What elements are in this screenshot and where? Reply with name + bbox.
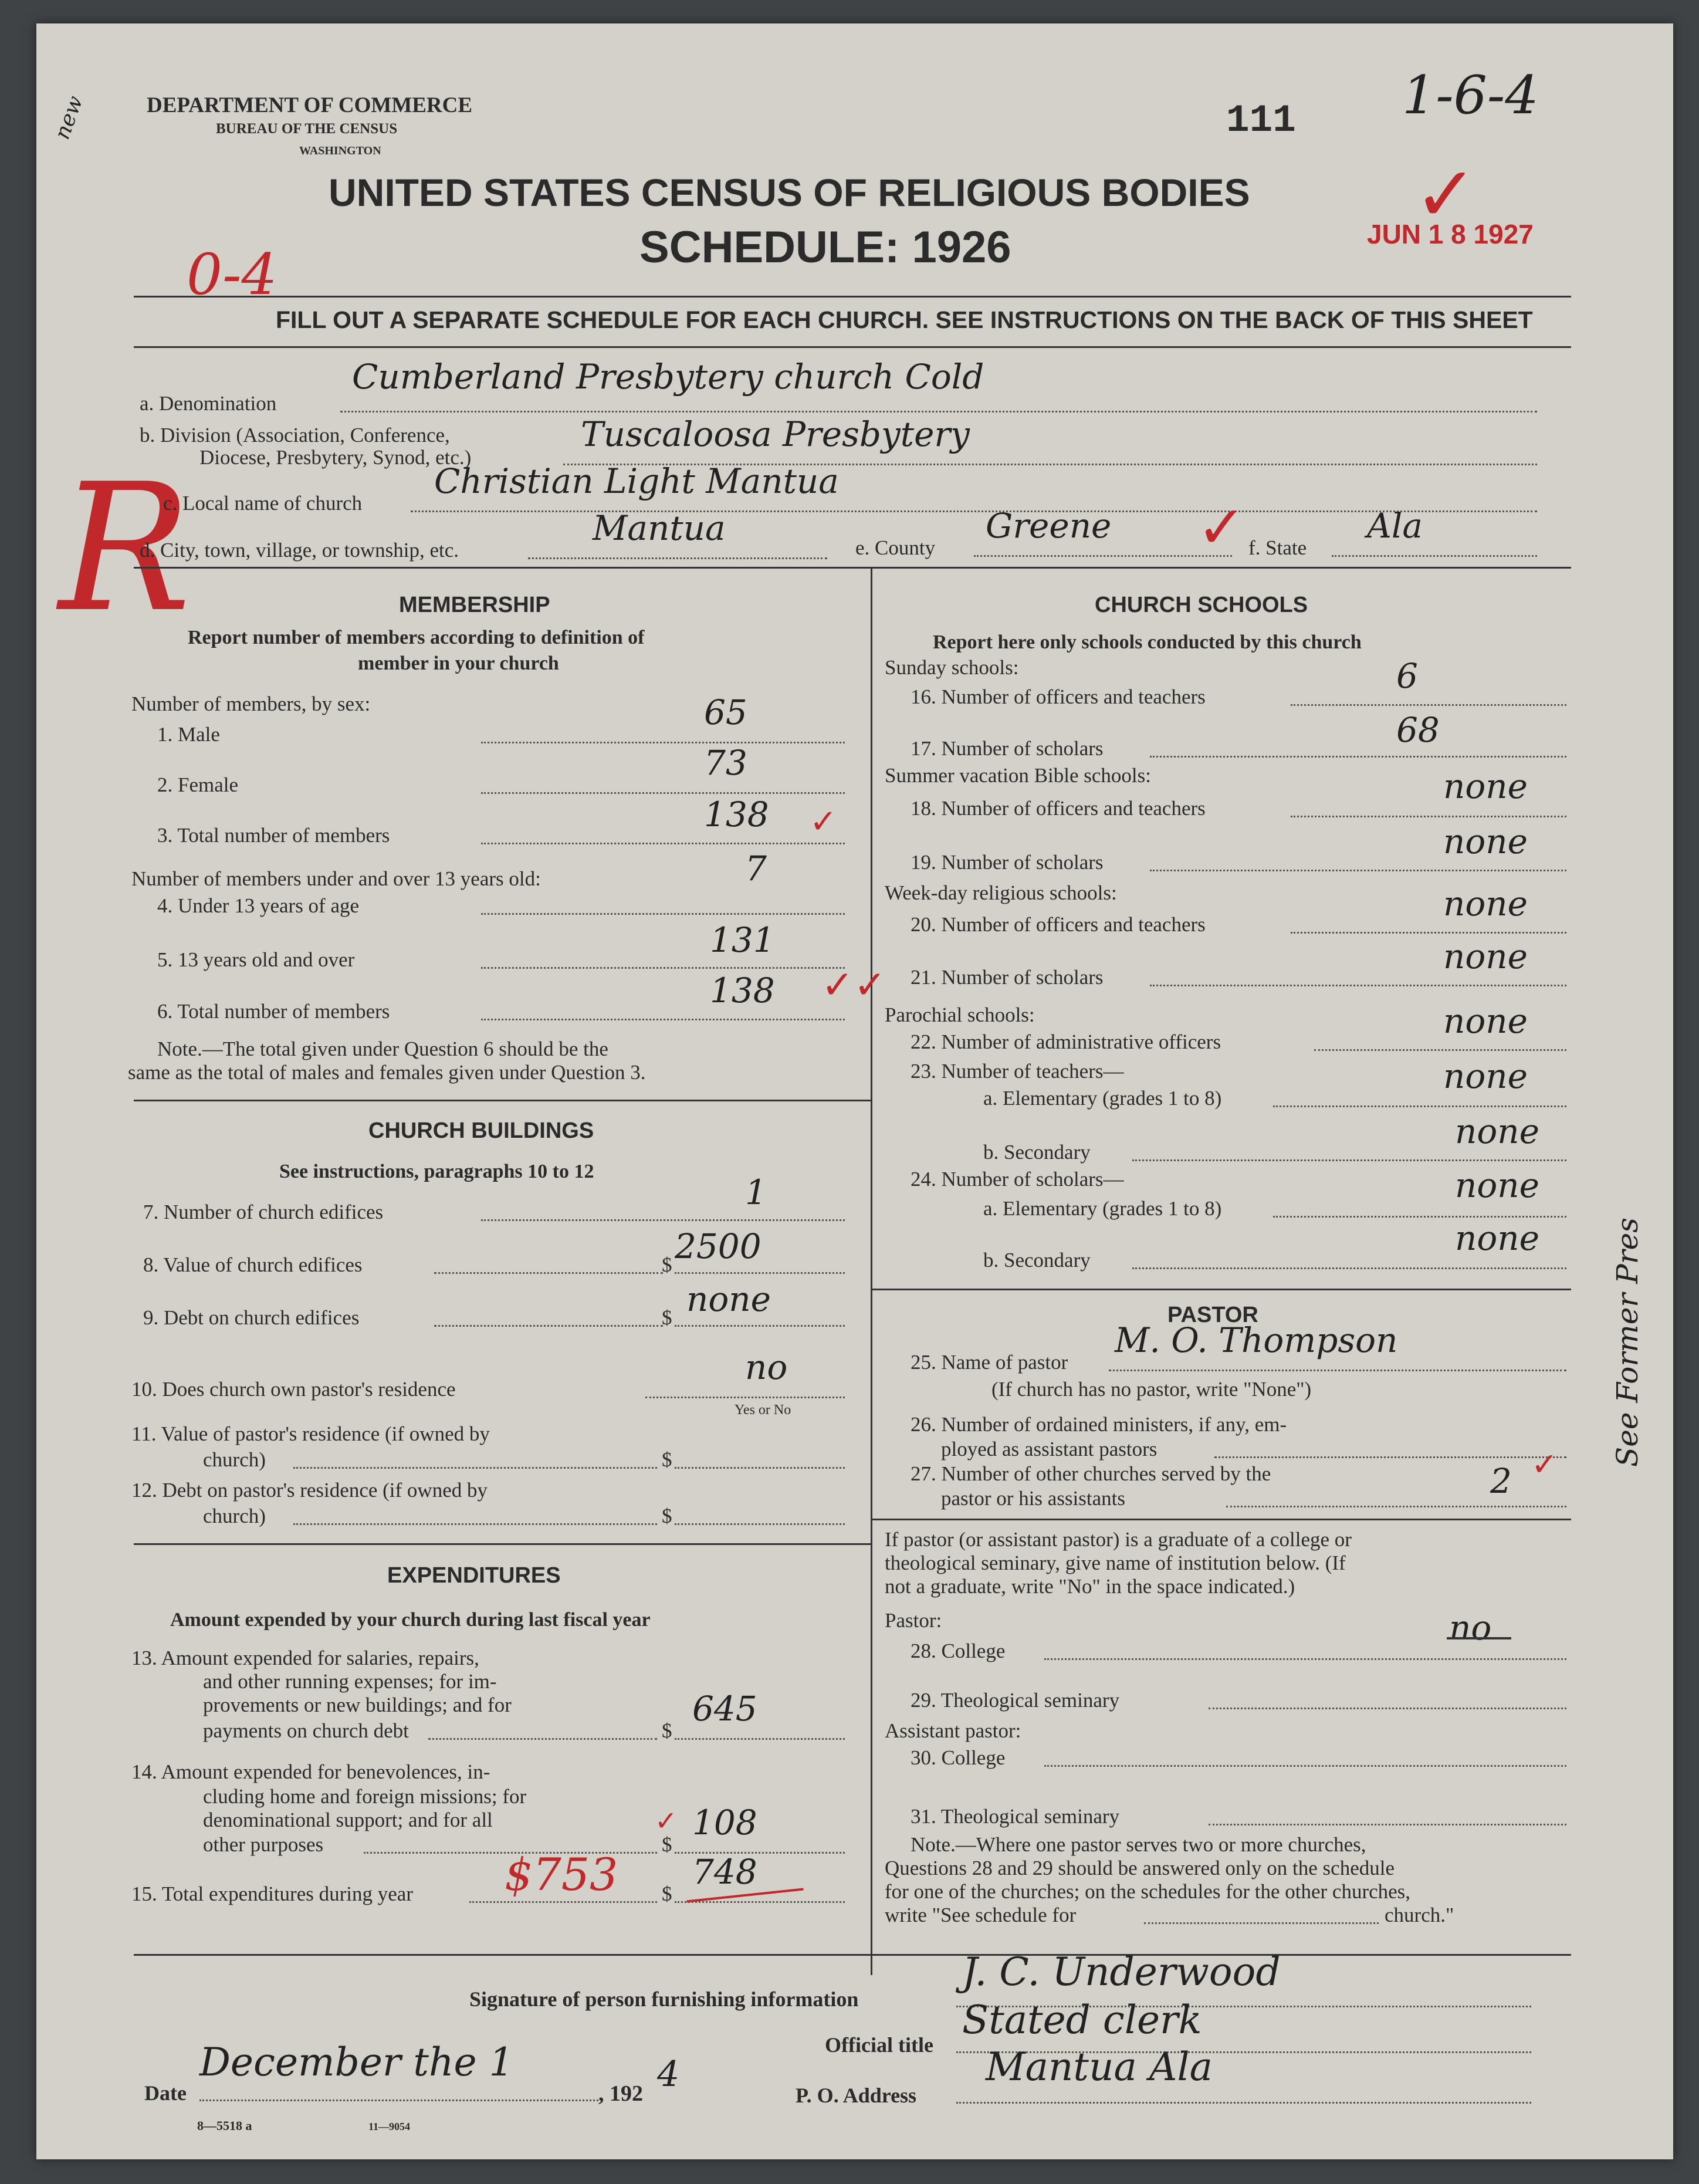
summer-schools-label: Summer vacation Bible schools: (885, 764, 1151, 787)
debt-dollar: $ (662, 1306, 672, 1329)
running-expenses-line (675, 1738, 845, 1740)
red-code: 0-4 (187, 242, 277, 307)
over-13-line (481, 967, 845, 969)
instruction-banner: FILL OUT A SEPARATE SCHEDULE FOR EACH CHURCH. SEE INSTRUCTIONS ON THE BACK OF THIS SHEET (276, 306, 1533, 333)
assistant-seminary-label: 31. Theological seminary (911, 1805, 1120, 1828)
membership-note-2: same as the total of males and females given under Question 3. (128, 1061, 646, 1084)
pastor-note-1: Note.—Where one pastor serves two or more churches, (911, 1833, 1366, 1856)
admin-officers-label: 22. Number of administrative officers (911, 1030, 1221, 1053)
admin-officers-value[interactable]: none (1443, 1001, 1528, 1041)
other-churches-line (1226, 1506, 1566, 1507)
membership-heading: MEMBERSHIP (399, 593, 550, 617)
benevolences-value[interactable]: 108 (692, 1803, 757, 1842)
edifices-debt-dots (434, 1325, 663, 1327)
local-name-value[interactable]: Christian Light Mantua (434, 461, 839, 501)
instruction-rule (134, 346, 1571, 348)
bureau-label: BUREAU OF THE CENSUS (216, 121, 398, 137)
other-churches-checkmark-icon: ✓ (1531, 1446, 1558, 1483)
official-title-value[interactable]: Stated clerk (962, 1997, 1202, 2043)
edifices-value-label: 8. Value of church edifices (143, 1253, 363, 1276)
benevolences-label-2: cluding home and foreign missions; for (203, 1785, 527, 1808)
summer-officers-line (1291, 816, 1566, 817)
owns-residence-value[interactable]: no (745, 1347, 788, 1387)
residence-value-dots (293, 1467, 657, 1469)
sunday-officers-label: 16. Number of officers and teachers (911, 685, 1206, 708)
under-13-line (481, 913, 845, 915)
admin-officers-line (1314, 1049, 1566, 1051)
total-members-2-label: 6. Total number of members (157, 1000, 390, 1023)
weekday-scholars-line (1150, 985, 1566, 986)
scholars-secondary-label: b. Secondary (983, 1249, 1091, 1272)
edifices-count-line (481, 1219, 845, 1221)
scholars-elementary-line (1273, 1216, 1566, 1218)
pastor-heading: PASTOR (1167, 1303, 1258, 1327)
signature-value[interactable]: J. C. Underwood (962, 1949, 1281, 1994)
edifices-debt-line (675, 1325, 845, 1327)
residence-debt-dollar: $ (662, 1505, 672, 1527)
sunday-scholars-label: 17. Number of scholars (911, 737, 1104, 760)
division-value[interactable]: Tuscaloosa Presbytery (581, 414, 970, 454)
state-line (1332, 555, 1537, 557)
pastor-subhead: Pastor: (885, 1609, 942, 1632)
residence-value-label-2: church) (203, 1448, 266, 1471)
print-number: 11—9054 (368, 2121, 411, 2132)
benevolences-label-3: denominational support; and for all (203, 1808, 493, 1831)
reference-code: 1-6-4 (1402, 65, 1539, 126)
received-date-stamp: JUN 1 8 1927 (1367, 219, 1534, 249)
edifices-value[interactable]: 2500 (675, 1226, 761, 1266)
total-expenditures-label: 15. Total expenditures during year (131, 1882, 413, 1905)
teachers-secondary-label: b. Secondary (983, 1141, 1091, 1164)
scholars-secondary-value[interactable]: none (1455, 1218, 1539, 1258)
scholars-label: 24. Number of scholars— (911, 1168, 1124, 1191)
male-line (481, 742, 845, 743)
body-bottom-rule (134, 1954, 1571, 1956)
pastor-name-label: 25. Name of pastor (911, 1351, 1068, 1374)
total-expenditures-value[interactable]: 748 (692, 1852, 757, 1892)
residence-value-line (675, 1467, 845, 1469)
total-members-line (481, 843, 845, 844)
assistant-college-line (1044, 1765, 1566, 1767)
teachers-elementary-value[interactable]: none (1443, 1056, 1528, 1096)
edifices-dollar: $ (662, 1253, 672, 1276)
pastor-name-value[interactable]: M. O. Thompson (1115, 1320, 1398, 1360)
parochial-schools-label: Parochial schools: (885, 1003, 1035, 1026)
denomination-line (340, 411, 1537, 413)
state-value[interactable]: Ala (1367, 506, 1423, 546)
edifices-count-label: 7. Number of church edifices (143, 1201, 384, 1223)
membership-intro-1: Report number of members according to definition of (188, 627, 645, 648)
pastor-rule (871, 1519, 1571, 1520)
edifices-value-dots (434, 1272, 663, 1274)
buildings-intro: See instructions, paragraphs 10 to 12 (279, 1161, 594, 1182)
pastor-note-4: write "See schedule for (885, 1904, 1077, 1926)
running-expenses-dots (428, 1738, 657, 1740)
teachers-secondary-line (1132, 1159, 1566, 1161)
sunday-scholars-value[interactable]: 68 (1396, 710, 1440, 750)
over-13-label: 5. 13 years old and over (157, 948, 355, 971)
header-rule (134, 296, 1571, 297)
schedule-year: SCHEDULE: 1926 (639, 222, 1011, 272)
scholars-secondary-line (1132, 1267, 1566, 1269)
denomination-label: a. Denomination (140, 392, 277, 415)
male-value[interactable]: 65 (704, 692, 747, 732)
members-by-sex-label: Number of members, by sex: (131, 692, 371, 715)
county-value[interactable]: Greene (986, 506, 1112, 546)
graduate-note-3: not a graduate, write "No" in the space indicated.) (885, 1575, 1295, 1598)
residence-debt-label: 12. Debt on pastor's residence (if owned by (131, 1479, 488, 1502)
margin-note: See Former Pres (1610, 1218, 1644, 1467)
schools-intro: Report here only schools conducted by this church (933, 631, 1362, 653)
assistant-pastors-line (1214, 1456, 1566, 1458)
sunday-officers-line (1291, 704, 1566, 706)
age-group-label: Number of members under and over 13 years old: (131, 867, 541, 890)
see-schedule-line (1144, 1922, 1379, 1924)
local-name-label: c. Local name of church (163, 492, 363, 515)
other-churches-label-1: 27. Number of other churches served by the (911, 1462, 1271, 1485)
total-members-value[interactable]: 138 (704, 795, 769, 834)
teachers-elementary-label: a. Elementary (grades 1 to 8) (983, 1087, 1222, 1110)
residence-debt-dots (293, 1523, 657, 1525)
weekday-scholars-value[interactable]: none (1443, 937, 1528, 976)
summer-scholars-line (1150, 870, 1566, 871)
owns-residence-hint: Yes or No (735, 1402, 791, 1418)
benevolences-label-1: 14. Amount expended for benevolences, in- (131, 1760, 490, 1783)
other-churches-label-2: pastor or his assistants (941, 1487, 1126, 1510)
total-expenditures-dots (469, 1901, 657, 1903)
running-expenses-value[interactable]: 645 (692, 1689, 757, 1729)
female-label: 2. Female (157, 773, 239, 796)
residence-dollar: $ (662, 1448, 672, 1471)
total-members-2-line (481, 1019, 845, 1020)
pastor-college-line (1044, 1658, 1566, 1660)
schools-heading: CHURCH SCHOOLS (1095, 593, 1308, 617)
running-expenses-label-1: 13. Amount expended for salaries, repairs, (131, 1647, 479, 1669)
city-label: WASHINGTON (299, 144, 381, 157)
date-value[interactable]: December the 1 (199, 2040, 514, 2085)
official-title-label: Official title (825, 2033, 933, 2057)
county-label: e. County (855, 536, 936, 559)
pastor-seminary-line (1209, 1708, 1566, 1709)
teachers-label: 23. Number of teachers— (911, 1060, 1124, 1083)
form-title: UNITED STATES CENSUS OF RELIGIOUS BODIES (329, 171, 1250, 214)
female-line (481, 792, 845, 794)
red-r-mark: R (59, 446, 191, 651)
edifices-debt-label: 9. Debt on church edifices (143, 1306, 360, 1329)
division-label: b. Division (Association, Conference, (140, 424, 450, 447)
residence-value-label: 11. Value of pastor's residence (if owned by (131, 1422, 490, 1445)
corner-note: new (50, 93, 88, 143)
summer-scholars-label: 19. Number of scholars (911, 851, 1104, 874)
po-address-value[interactable]: Mantua Ala (986, 2044, 1213, 2090)
total-2-checkmark-icon: ✓✓ (821, 962, 886, 1008)
po-address-label: P. O. Address (796, 2084, 917, 2107)
residence-debt-line (675, 1523, 845, 1525)
pastor-name-line (1109, 1370, 1566, 1371)
weekday-scholars-label: 21. Number of scholars (911, 966, 1104, 989)
assistant-pastor-subhead: Assistant pastor: (885, 1719, 1021, 1742)
division-label-2: Diocese, Presbytery, Synod, etc.) (199, 446, 472, 469)
age-group-value[interactable]: 7 (745, 848, 767, 888)
red-checkmark-icon: ✓ (1414, 150, 1478, 239)
graduate-note-2: theological seminary, give name of institution below. (If (885, 1551, 1346, 1574)
pastor-college-label: 28. College (911, 1639, 1006, 1662)
male-label: 1. Male (157, 723, 220, 746)
city-value[interactable]: Mantua (593, 508, 726, 548)
edifices-count-value[interactable]: 1 (745, 1172, 767, 1212)
assistant-pastors-label-2: ployed as assistant pastors (941, 1438, 1158, 1460)
pastor-college-value[interactable]: no (1449, 1608, 1492, 1648)
state-label: f. State (1248, 536, 1307, 559)
edifices-debt-value[interactable]: none (686, 1279, 771, 1319)
year-prefix: , 192 (598, 2081, 643, 2106)
form-number: 8—5518 a (197, 2118, 252, 2133)
total-expenditures-line (675, 1901, 845, 1903)
expenditures-heading: EXPENDITURES (387, 1563, 561, 1588)
weekday-schools-label: Week-day religious schools: (885, 881, 1117, 904)
schools-rule (871, 1289, 1571, 1290)
denomination-value[interactable]: Cumberland Presbytery church Cold (352, 357, 984, 397)
running-dollar: $ (662, 1719, 672, 1742)
college-strike-mark (1447, 1637, 1511, 1639)
residence-debt-label-2: church) (203, 1505, 266, 1527)
summer-officers-value[interactable]: none (1443, 766, 1528, 806)
benevolences-dollar: $ (662, 1833, 672, 1856)
column-divider (871, 567, 872, 1975)
summer-officers-label: 18. Number of officers and teachers (911, 797, 1206, 820)
county-line (974, 555, 1232, 557)
city-line (528, 557, 827, 559)
over-13-value[interactable]: 131 (710, 920, 775, 960)
total-members-2-value[interactable]: 138 (710, 971, 775, 1010)
membership-rule (134, 1100, 871, 1101)
pastor-note-2: Questions 28 and 29 should be answered only on the schedule (885, 1857, 1395, 1879)
sunday-officers-value[interactable]: 6 (1396, 656, 1418, 696)
assistant-college-label: 30. College (911, 1746, 1006, 1769)
weekday-officers-value[interactable]: none (1443, 884, 1528, 924)
total-checkmark-icon: ✓ (810, 803, 837, 841)
expenditures-intro: Amount expended by your church during last fiscal year (170, 1609, 651, 1631)
year-digit[interactable]: 4 (657, 2054, 680, 2095)
membership-note-1: Note.—The total given under Question 6 should be the (157, 1037, 608, 1060)
pastor-note-4b: church." (1385, 1904, 1454, 1926)
owns-residence-line (645, 1397, 845, 1398)
total-expenditures-correction: $753 (505, 1848, 618, 1901)
department-label: DEPARTMENT OF COMMERCE (147, 93, 473, 117)
date-line (199, 2100, 598, 2101)
teachers-elementary-line (1273, 1105, 1566, 1107)
identification-rule (134, 567, 1571, 569)
sunday-scholars-line (1150, 756, 1566, 758)
signature-label: Signature of person furnishing information (469, 1987, 859, 2011)
benevolences-checkmark-icon: ✓ (655, 1805, 678, 1837)
total-dollar: $ (662, 1882, 672, 1905)
assistant-seminary-line (1209, 1824, 1566, 1825)
po-address-line (956, 2102, 1531, 2104)
female-value[interactable]: 73 (704, 743, 747, 783)
scholars-elementary-label: a. Elementary (grades 1 to 8) (983, 1197, 1222, 1220)
summer-scholars-value[interactable]: none (1443, 821, 1528, 861)
graduate-note-1: If pastor (or assistant pastor) is a graduate of a college or (885, 1528, 1352, 1551)
benevolences-label-4: other purposes (203, 1833, 324, 1856)
date-label: Date (144, 2081, 187, 2105)
pastor-seminary-label: 29. Theological seminary (911, 1689, 1120, 1712)
buildings-rule (134, 1543, 871, 1545)
city-label: d. City, town, village, or township, etc. (140, 539, 459, 562)
edifices-value-line (675, 1272, 845, 1274)
under-13-label: 4. Under 13 years of age (157, 894, 360, 917)
weekday-officers-line (1291, 932, 1566, 934)
sunday-schools-label: Sunday schools: (885, 656, 1019, 679)
running-expenses-label-3: provements or new buildings; and for (203, 1693, 512, 1716)
running-expenses-label-2: and other running expenses; for im- (203, 1670, 497, 1693)
document-number: 111 (1226, 99, 1296, 143)
scholars-elementary-value[interactable]: none (1455, 1165, 1539, 1205)
pastor-note-3: for one of the churches; on the schedules for the other churches, (885, 1880, 1411, 1903)
other-churches-value[interactable]: 2 (1490, 1461, 1512, 1501)
pastor-name-hint: (If church has no pastor, write "None") (991, 1378, 1312, 1401)
total-members-label: 3. Total number of members (157, 824, 390, 847)
running-expenses-label-4: payments on church debt (203, 1719, 409, 1742)
assistant-pastors-label-1: 26. Number of ordained ministers, if any, em- (911, 1413, 1287, 1436)
teachers-secondary-value[interactable]: none (1455, 1111, 1539, 1151)
county-checkmark-icon: ✓ (1197, 493, 1246, 562)
buildings-heading: CHURCH BUILDINGS (368, 1118, 594, 1143)
weekday-officers-label: 20. Number of officers and teachers (911, 913, 1206, 936)
owns-residence-label: 10. Does church own pastor's residence (131, 1378, 456, 1401)
membership-intro-2: member in your church (358, 653, 559, 674)
